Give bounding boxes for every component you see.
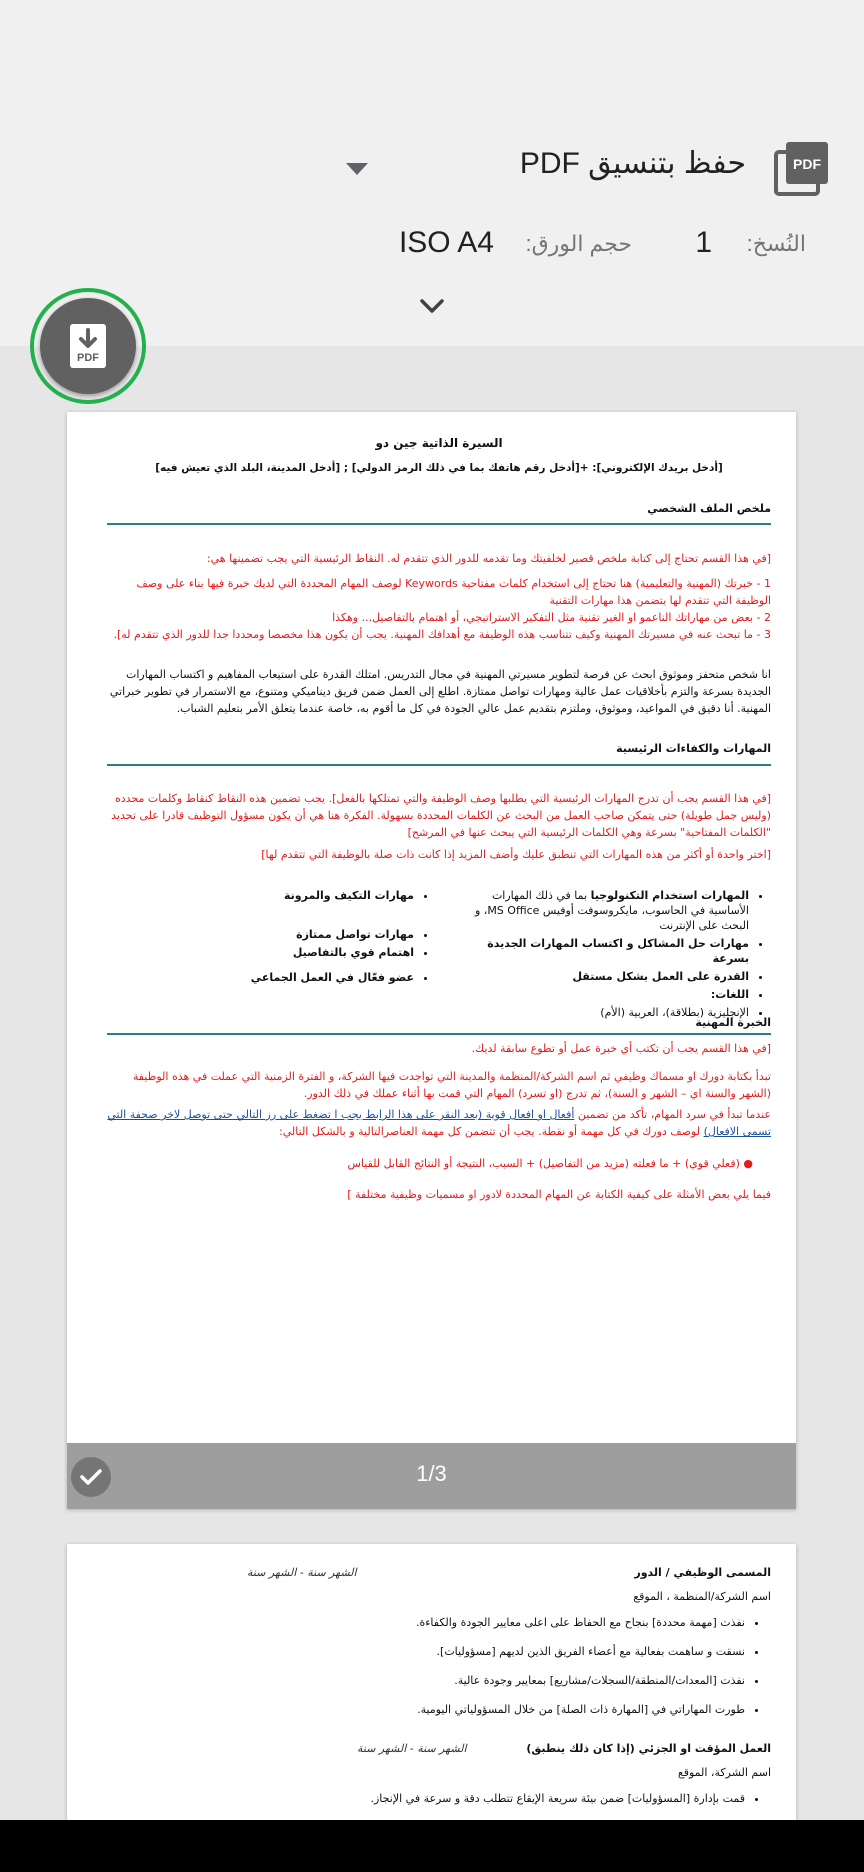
summary-points — [107, 575, 771, 643]
summary-body: انا شخص متحفز وموثوق ابحث عن فرصة لتطوير مسيرتي المهنية في مجال التدريس. امتلك القدرة على استيعاب المفاهيم و اكتساب المهارات الجديدة بسرعة والتزم بأخلاقيات عمل عالية ومهارات تواصل ممتازة. اطلع إلى العمل ضمن فريق ديناميكي ومتنوع، مع الاستمرار في تطوير خبراتي المهنية. أنا دقيق في المواعيد، وموثوق، وملتزم بتقديم عمل عالي الجودة في كل ما أقوم به، خاصة عندما يتعلق الأمر بتعليم الشباب. — [109, 668, 771, 715]
strong-verbs-link[interactable]: أفعال او افعال قوية (بعد النقر على هذا الرابط يجب ا تضغط على رز التالي حتى توصل لاخر صحفة التي تسمى الافعال) — [107, 1108, 771, 1138]
section-divider — [107, 1033, 771, 1035]
download-pdf-button[interactable] — [30, 288, 146, 404]
section-divider — [107, 764, 771, 766]
job1-header — [107, 1566, 771, 1579]
skill-item: • المهارات استخدام التكنولوجيا بما في ذلك المهارات الأساسية في الحاسوب، مايكروسوفت أوفيس MS Office، و البحث على الإنترنت — [461, 888, 749, 933]
paper-size-value: ISO A4 — [398, 226, 494, 259]
skills-choose: [اختر واحدة أو أكثر من هذه المهارات التي تنطبق عليك وأضف المزيد إذا كانت ذات صلة بالوظيفة التي تتقدم لها] — [261, 848, 771, 861]
job1-title: المسمى الوظيفي / الدور — [634, 1566, 771, 1579]
resume-title: السيرة الذاتية جين دو — [375, 436, 503, 450]
skill-item: • مهارات حل المشاكل و اكتساب المهارات الجديدة بسرعة — [461, 936, 749, 966]
resume-contact: [أدخل بريدك الإلكتروني]: +[أدخل رقم هاتفك بما في ذلك الرمز الدولي] ; [أدخل المدينة، البلد الذي تعيش فيه] — [155, 462, 723, 474]
experience-body-link: عندما تبدأ في سرد المهام، تأكد من تضمين أفعال او افعال قوية (بعد النقر على هذا الرابط يجب ا تضغط على رز التالي حتى توصل لاخر صحفة التي تسمى الافعال) لوصف دورك في كل مهمة أو نقطة. يجب أن تتضمن كل مهمة العناصرالتالية و بالشكل التالي: — [107, 1108, 771, 1138]
skill-item: • عضو فعّال في العمل الجماعي — [136, 970, 414, 985]
job2-company: اسم الشركة، الموقع — [677, 1766, 771, 1779]
summary-intro: [في هذا القسم تحتاج إلى كتابة ملخص قصير لخلفيتك وما تقدمه للدور الذي تتقدم له. النقاط الرئيسية التي يجب تضمينها هي: — [206, 552, 771, 565]
copies-value: 1 — [695, 226, 712, 259]
experience-intro: [في هذا القسم يجب أن تكتب أي خبرة عمل أو تطوع سابقة لديك. — [471, 1042, 771, 1055]
job2-title: العمل المؤقت او الجزئي (إذا كان ذلك ينطبق) — [526, 1742, 771, 1755]
summary-point: 1 - خبرتك (المهنية والتعليمية) هنا تحتاج إلى استخدام كلمات مفتاحية Keywords لوصف المهام المحددة التي لديك خبرة فيها بناء على وصف الوظيفة التي تتقدم لها يتضمن هذا مهارات التقنية — [136, 577, 771, 607]
experience-examples: فيما يلي بعض الأمثلة على كيفية الكتابة عن المهام المحددة لادور او مسميات وظيفية مختلفة ] — [347, 1188, 771, 1201]
skill-item: • اهتمام قوي بالتفاصيل — [136, 945, 414, 960]
task-item: • نفذت [المعدات/المنطقة/السجلات/مشاريع] بمعايير وجودة عالية. — [107, 1666, 745, 1695]
job2-header — [107, 1742, 771, 1755]
chevron-down-icon[interactable] — [418, 292, 446, 320]
paper-size-label: حجم الورق: — [525, 231, 632, 256]
print-settings-header — [0, 0, 864, 346]
skills-column-right — [461, 888, 771, 1023]
summary-heading: ملخص الملف الشخصي — [647, 502, 771, 515]
skills-column-left — [136, 888, 436, 988]
task-item: • قمت بإدارة [المسؤوليات] ضمن بيئة سريعة الإيقاع تتطلب دقة و سرعة في الإنجاز. — [107, 1784, 745, 1813]
task-item: • طورت المهاراتي في [المهارة ذات الصلة] من خلال المسؤولياتي اليومية. — [107, 1695, 745, 1724]
job1-tasks — [107, 1608, 771, 1724]
job2-tasks — [107, 1784, 771, 1813]
download-pdf-icon — [40, 298, 136, 394]
skill-item: • مهارات تواصل ممتازة — [136, 927, 414, 942]
arrow-drop-down-icon[interactable] — [346, 163, 368, 175]
printer-selector[interactable] — [0, 120, 864, 210]
job1-company: اسم الشركة/المنظمة ، الموقع — [633, 1590, 771, 1603]
summary-point: 3 - ما تبحث عنه في مسيرتك المهنية وكيف تتناسب هذه الوظيفة مع أهدافك المهنية. يجب أن يكون هذا مخصصا ومحددا جدا للدور الذي تتقدم له]. — [113, 628, 771, 641]
skills-intro: [في هذا القسم يجب أن تدرج المهارات الرئيسية التي يطلبها وصف الوظيفة والتي تمتلكها بالفعل]. يجب تضمين هذه النقاط كنقاط وكلمات محدده (وليس جمل طويلة) حتى يتمكن صاحب العمل من البحث عن الكلمات المحددة بسهولة. الفكرة هنا هي أن يكون مسؤول التوظيف قادرا على تحديد "الكلمات المفتاحية" بسرعة وهي الكلمات الرئيسية التي يبحث عنها في المرشح] — [111, 792, 771, 839]
experience-body: تبدأ بكتابة دورك او مسماك وظيفي ثم اسم الشركة/المنظمة والمدينة التي تواجدت فيها الشركة، و الفترة الزمنية التي عملت في هذه الوظيفة (الشهر والسنة اي – الشهر و السنة)، ثم تدرج (او تسرد) المهام التي قمت بها أثناء عملك في ذلك الدور. — [132, 1070, 771, 1100]
section-divider — [107, 523, 771, 525]
task-item: • نسقت و ساهمت بفعالية مع أعضاء الفريق الذين لديهم [مسؤوليات]. — [107, 1637, 745, 1666]
preview-page-1[interactable] — [67, 412, 796, 1509]
skill-item: • مهارات التكيف والمرونة — [136, 888, 414, 903]
job1-date: الشهر سنة - الشهر سنة — [247, 1566, 357, 1579]
printer-name: حفظ بتنسيق PDF — [519, 147, 746, 180]
experience-heading: الخبرة المهنية — [695, 1016, 771, 1029]
page-footer — [67, 1443, 796, 1509]
system-navigation-bar — [0, 1820, 864, 1872]
summary-point: 2 - بعض من مهاراتك الناعمو او الغير تقنية مثل التفكير الاستراتيجي، أو اهتمام بالتفاصيل... وهكذا — [332, 611, 771, 624]
task-item: • نفذت [مهمة محددة] بنجاح مع الحفاظ على اعلى معايير الجودة والكفاءة. — [107, 1608, 745, 1637]
svg-text:PDF: PDF — [793, 156, 821, 172]
skills-list — [107, 888, 771, 1018]
print-options-summary[interactable] — [0, 222, 864, 272]
preview-page-2[interactable] — [67, 1544, 796, 1820]
page-indicator: 1/3 — [416, 1461, 447, 1486]
skill-item: • اللغات: — [461, 987, 749, 1002]
experience-formula: ● (فعلي قوي) + ما فعلته (مزيد من التفاصيل) + السبب، النتيجة أو النتائج القابل للقياس — [347, 1157, 753, 1170]
svg-text:PDF: PDF — [77, 352, 99, 364]
copies-label: النُسخ: — [746, 231, 806, 256]
pdf-icon — [774, 140, 830, 196]
print-preview-area[interactable] — [0, 346, 864, 1820]
job2-date: الشهر سنة - الشهر سنة — [357, 1742, 467, 1755]
skills-heading: المهارات والكفاءات الرئيسية — [616, 742, 771, 755]
skill-item: • الإنجليزية (بطلاقة)، العربية (الأم) — [461, 1005, 749, 1020]
skill-item: • القدرة على العمل بشكل مستقل — [461, 969, 749, 984]
